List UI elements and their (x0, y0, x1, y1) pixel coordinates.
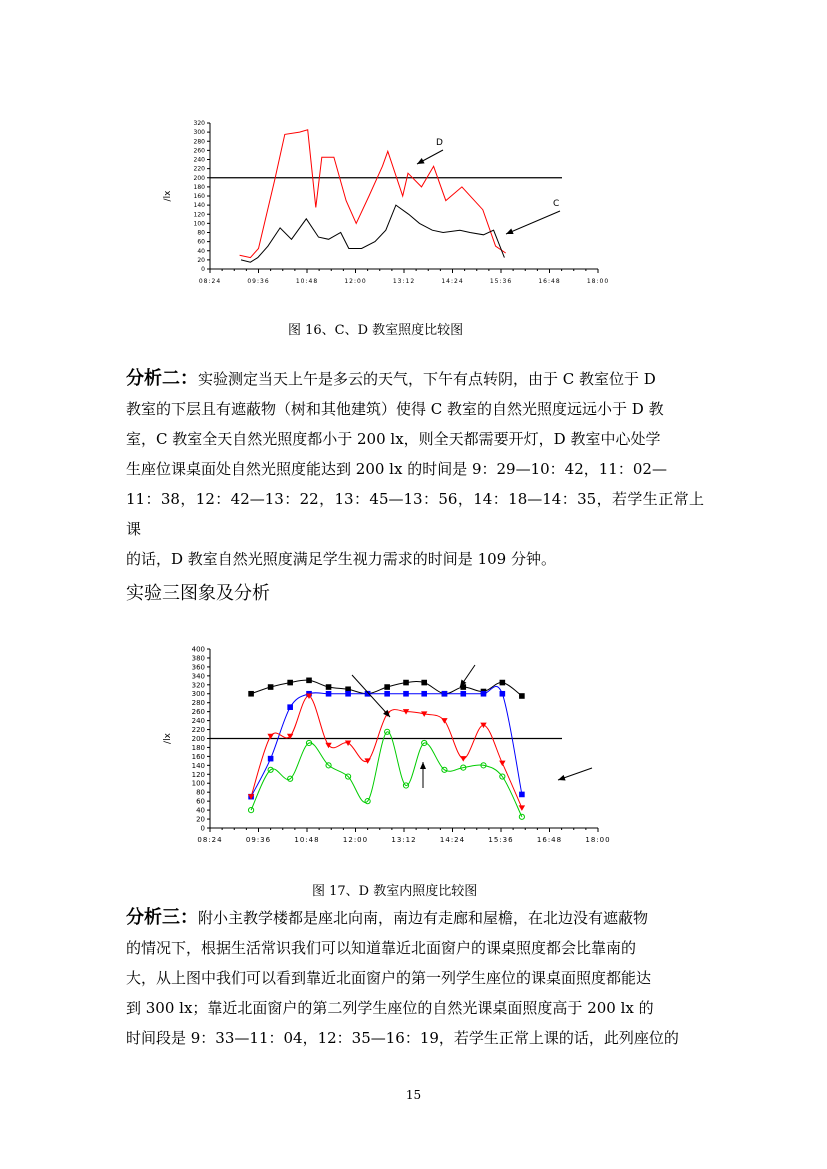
series-curve-3 (251, 732, 522, 817)
analysis-2-paragraph (126, 364, 704, 574)
y-tick-label: 20 (197, 256, 205, 264)
analysis-2-line: 生座位课桌面处自然光照度能达到 200 lx 的时间是 9：29—10：42，11：02— (126, 460, 667, 478)
y-tick-label: 20 (196, 815, 205, 824)
annotation-arrow-3-head (420, 762, 426, 769)
marker-triangle (441, 718, 447, 724)
x-tick-label: 15:36 (488, 836, 514, 844)
y-tick-label: 60 (197, 238, 205, 246)
x-tick-label: 13:12 (392, 278, 416, 285)
marker-square (384, 684, 390, 690)
x-tick-label: 16:48 (536, 836, 563, 844)
chart2-curves (251, 680, 522, 817)
analysis-2-heading: 分析二： (126, 368, 198, 389)
annotation-arrow-c (506, 211, 560, 234)
marker-square (442, 691, 448, 697)
marker-square (421, 691, 427, 697)
y-axis-label: /lx (163, 733, 173, 744)
marker-triangle (499, 761, 505, 767)
y-tick-label: 300 (191, 690, 205, 699)
marker-triangle (460, 756, 466, 762)
analysis-3-line: 到 300 lx；靠近北面窗户的第二列学生座位的自然光课桌面照度高于 200 lx 的 (126, 999, 654, 1017)
figure-16-chart (140, 110, 630, 290)
x-tick-label: 12:00 (342, 836, 369, 844)
chart2-arrows (352, 665, 592, 788)
analysis-3-heading: 分析三： (126, 907, 198, 928)
y-tick-label: 180 (193, 183, 205, 191)
x-tick-label: 09:36 (245, 836, 272, 844)
y-tick-label: 120 (193, 211, 205, 219)
marker-circle (519, 814, 524, 819)
y-tick-label: 160 (193, 193, 205, 201)
y-tick-label: 160 (191, 752, 205, 761)
y-tick-label: 140 (191, 761, 205, 770)
marker-square (384, 691, 390, 697)
analysis-2-line: 11：38，12：42—13：22，13：45—13：56，14：18—14：35，若学生正常上课 (126, 490, 704, 538)
y-tick-label: 40 (196, 806, 205, 815)
marker-triangle (480, 723, 486, 729)
y-tick-label: 60 (196, 797, 205, 806)
x-tick-label: 10:48 (294, 836, 320, 844)
analysis-3-line: 附小主教学楼都是座北向南，南边有走廊和屋檐，在北边没有遮蔽物 (198, 909, 649, 927)
analysis-2-line: 实验测定当天上午是多云的天气，下午有点转阴，由于 C 教室位于 D (198, 370, 656, 388)
y-tick-label: 280 (191, 699, 205, 708)
marker-square (481, 691, 487, 697)
y-tick-label: 260 (193, 147, 205, 155)
y-tick-label: 40 (197, 247, 205, 255)
y-tick-label: 140 (193, 202, 205, 210)
section-title: 实验三图象及分析 (126, 583, 270, 604)
annotation-arrow-1 (352, 675, 390, 717)
chart2-axes (163, 645, 611, 844)
y-tick-label: 200 (191, 734, 205, 743)
marker-square (519, 693, 525, 699)
analysis-2-line: 的话，D 教室自然光照度满足学生视力需求的时间是 109 分钟。 (126, 550, 556, 568)
annotation-label-c: C (553, 199, 560, 209)
annotation-arrow-4-head (558, 775, 566, 781)
series-curve-1 (251, 686, 522, 796)
marker-square (248, 691, 254, 697)
x-tick-label: 18:00 (585, 836, 611, 844)
y-tick-label: 180 (191, 743, 205, 752)
y-tick-label: 320 (191, 681, 205, 690)
y-tick-label: 260 (191, 708, 205, 717)
marker-square (519, 792, 525, 798)
chart1-annotations (417, 138, 560, 234)
y-tick-label: 220 (191, 726, 205, 734)
y-tick-label: 0 (200, 824, 205, 833)
y-tick-label: 340 (191, 672, 205, 681)
chart1-marks (240, 130, 506, 262)
marker-square (345, 691, 351, 697)
y-tick-label: 360 (191, 663, 205, 672)
x-tick-label: 15:36 (489, 278, 513, 285)
x-tick-label: 12:00 (344, 278, 367, 285)
chart2-markers (248, 678, 525, 820)
marker-square (500, 680, 506, 686)
marker-square (326, 691, 332, 697)
marker-square (421, 680, 427, 686)
x-tick-label: 08:24 (198, 278, 222, 285)
x-tick-label: 10:48 (295, 278, 319, 285)
x-tick-label: 08:24 (197, 836, 223, 844)
y-tick-label: 120 (191, 770, 205, 779)
y-tick-label: 200 (193, 174, 205, 182)
x-tick-label: 14:24 (439, 836, 466, 844)
series-line-C (241, 205, 504, 262)
marker-square (460, 691, 466, 697)
marker-square (287, 680, 293, 686)
y-tick-label: 80 (197, 229, 205, 237)
x-tick-label: 13:12 (391, 836, 417, 844)
analysis-3-line: 的情况下，根据生活常识我们可以知道靠近北面窗户的课桌照度都会比靠南的 (126, 939, 637, 957)
y-tick-label: 320 (193, 120, 205, 128)
marker-square (403, 680, 409, 686)
y-tick-label: 100 (193, 220, 205, 228)
analysis-3-line: 大，从上图中我们可以看到靠近北面窗户的第一列学生座位的课桌面照度都能达 (126, 969, 652, 987)
y-tick-label: 80 (196, 788, 205, 797)
x-tick-label: 16:48 (538, 278, 561, 285)
x-tick-label: 14:24 (441, 278, 464, 285)
analysis-2-line: 室，C 教室全天自然光照度都小于 200 lx，则全天都需要开灯，D 教室中心处学 (126, 430, 661, 448)
x-tick-label: 18:00 (586, 278, 610, 285)
marker-square (403, 691, 409, 697)
y-tick-label: 240 (191, 717, 205, 726)
y-tick-label: 280 (193, 138, 205, 146)
marker-square (287, 704, 293, 710)
page-number: 15 (405, 1088, 422, 1102)
marker-square (326, 684, 332, 690)
y-tick-label: 0 (201, 266, 205, 274)
analysis-3-paragraph (126, 903, 704, 1053)
marker-square (306, 678, 312, 684)
y-tick-label: 300 (193, 129, 205, 137)
annotation-label-d: D (436, 138, 443, 148)
analysis-3-line: 时间段是 9：33—11：04，12：35—16：19，若学生正常上课的话，此列座位的 (126, 1029, 679, 1047)
y-tick-label: 240 (193, 156, 205, 164)
figure-17-chart (140, 640, 630, 850)
y-tick-label: 380 (191, 654, 205, 663)
marker-triangle (519, 805, 525, 811)
chart1-axes (163, 120, 609, 285)
marker-square (268, 684, 274, 690)
y-tick-label: 220 (193, 165, 205, 173)
figure-16-caption: 图 16、C、D 教室照度比较图 (288, 323, 464, 338)
y-tick-label: 400 (191, 645, 205, 654)
y-axis-label: /lx (163, 190, 173, 202)
marker-square (268, 756, 274, 762)
y-tick-label: 100 (191, 779, 205, 788)
analysis-2-line: 教室的下层且有遮蔽物（树和其他建筑）使得 C 教室的自然光照度远远小于 D 教 (126, 400, 664, 418)
marker-square (500, 691, 506, 697)
series-line-D (240, 130, 506, 258)
figure-17-caption: 图 17、D 教室内照度比较图 (312, 884, 478, 899)
x-tick-label: 09:36 (247, 278, 270, 285)
